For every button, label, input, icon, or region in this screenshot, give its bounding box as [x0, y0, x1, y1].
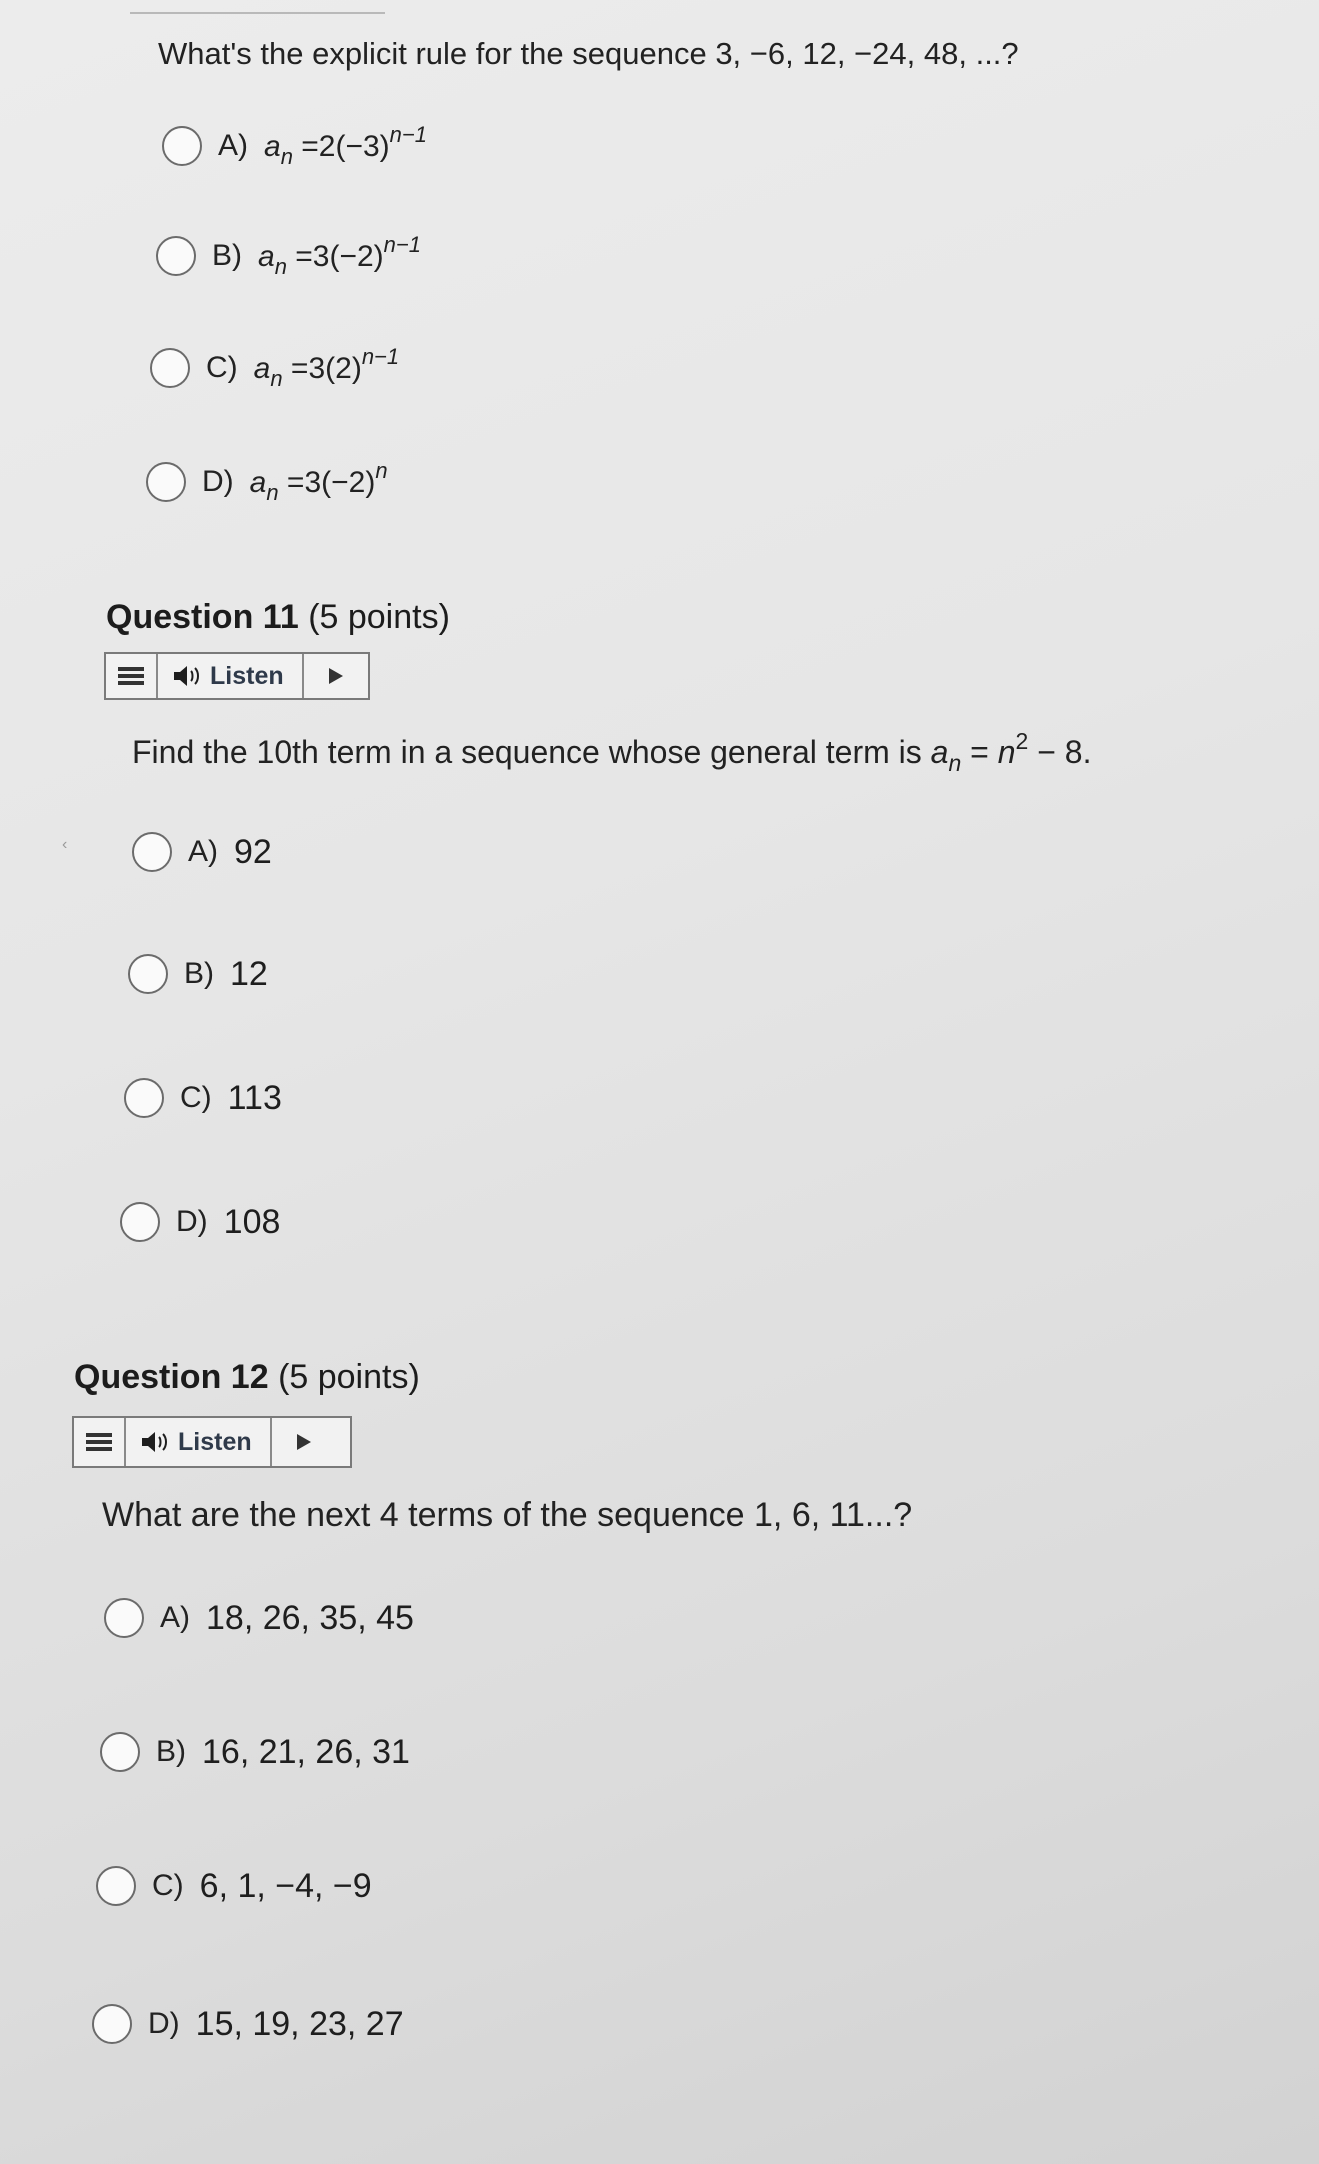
radio-button[interactable] [104, 1598, 144, 1638]
question-number: Question 12 [74, 1358, 269, 1396]
q12-option-b[interactable] [100, 1732, 410, 1772]
radio-button[interactable] [92, 2004, 132, 2044]
q11-option-d[interactable] [120, 1202, 280, 1242]
option-formula: $a_n =3(-2)^n$ [249, 458, 388, 505]
general-term-formula: $a_n = n^2 - 8$. [930, 728, 1092, 776]
q11-option-b[interactable] [128, 954, 268, 994]
question-12-prompt: What are the next 4 terms of the sequence 1, 6, 11...? [102, 1496, 913, 1534]
hamburger-menu-icon[interactable] [106, 654, 158, 698]
stray-mark: ‹ [62, 836, 68, 853]
option-text: 108 [223, 1202, 281, 1241]
q12-option-a[interactable] [104, 1598, 414, 1638]
radio-button[interactable] [124, 1078, 164, 1118]
option-letter: A) [160, 1601, 190, 1634]
q11-option-c[interactable] [124, 1078, 282, 1118]
option-letter: A) [218, 129, 248, 162]
q11-option-a[interactable] [132, 832, 272, 872]
speaker-icon [172, 665, 202, 687]
radio-button[interactable] [120, 1202, 160, 1242]
q12-option-d[interactable] [92, 2004, 404, 2044]
radio-button[interactable] [132, 832, 172, 872]
option-letter: A) [188, 835, 218, 868]
option-letter: C) [180, 1081, 212, 1114]
option-formula: $a_n =3(-2)^{n-1}$ [258, 232, 421, 279]
option-letter: B) [156, 1735, 186, 1768]
listen-toolbar [72, 1416, 352, 1468]
option-letter: C) [152, 1869, 184, 1902]
radio-button[interactable] [150, 348, 190, 388]
play-icon[interactable] [272, 1418, 336, 1466]
option-letter: D) [202, 465, 234, 498]
play-icon[interactable] [304, 654, 368, 698]
q10-option-d[interactable] [146, 458, 388, 506]
listen-toolbar [104, 652, 370, 700]
question-11-prompt-text: Find the 10th term in a sequence whose general term is [132, 734, 922, 770]
radio-button[interactable] [162, 126, 202, 166]
option-text: 15, 19, 23, 27 [195, 2004, 404, 2043]
option-letter: B) [184, 957, 214, 990]
question-10-prompt: What's the explicit rule for the sequence 3, −6, 12, −24, 48, ...? [158, 36, 1019, 71]
option-text: 12 [230, 954, 268, 993]
option-letter: D) [176, 1205, 208, 1238]
speaker-icon [140, 1431, 170, 1453]
listen-button[interactable] [158, 654, 304, 698]
option-text: 6, 1, −4, −9 [199, 1866, 372, 1905]
option-text: 18, 26, 35, 45 [206, 1598, 414, 1637]
listen-label: Listen [178, 1427, 252, 1456]
question-11-heading [106, 598, 450, 637]
question-11-prompt [132, 728, 1091, 777]
radio-button[interactable] [128, 954, 168, 994]
question-12-heading [74, 1358, 420, 1397]
option-text: 92 [234, 832, 272, 871]
question-points: (5 points) [278, 1358, 420, 1396]
q10-option-c[interactable] [150, 344, 399, 392]
option-letter: B) [212, 239, 242, 272]
option-text: 16, 21, 26, 31 [202, 1732, 410, 1771]
q10-option-b[interactable] [156, 232, 421, 280]
listen-button[interactable] [126, 1418, 272, 1466]
hamburger-menu-icon[interactable] [74, 1418, 126, 1466]
option-formula: $a_n =2(-3)^{n-1}$ [264, 122, 427, 169]
option-letter: D) [148, 2007, 180, 2040]
radio-button[interactable] [100, 1732, 140, 1772]
radio-button[interactable] [146, 462, 186, 502]
listen-label: Listen [210, 661, 284, 690]
radio-button[interactable] [156, 236, 196, 276]
top-divider [130, 12, 385, 14]
question-points: (5 points) [308, 598, 450, 636]
q10-option-a[interactable] [162, 122, 427, 170]
option-letter: C) [206, 351, 238, 384]
option-text: 113 [227, 1078, 282, 1117]
question-number: Question 11 [106, 598, 299, 636]
q12-option-c[interactable] [96, 1866, 372, 1906]
option-formula: $a_n =3(2)^{n-1}$ [253, 344, 400, 391]
radio-button[interactable] [96, 1866, 136, 1906]
